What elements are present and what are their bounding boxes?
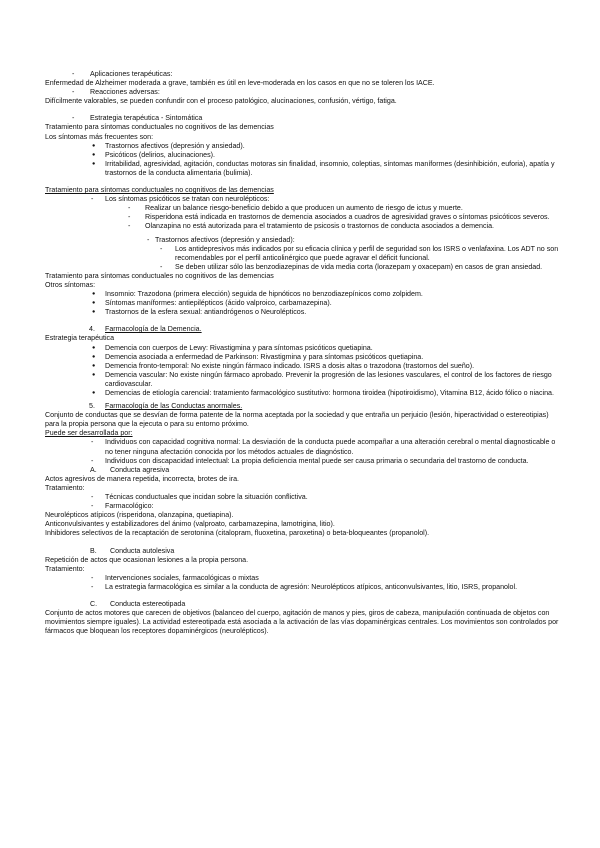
list-item: ● Trastornos afectivos (depresión y ansiedad).: [45, 142, 560, 151]
section-5-number: 5.: [89, 402, 95, 411]
list-item: - Técnicas conductuales que incidan sobre la situación conflictiva.: [45, 493, 560, 502]
subsection-a-treatment: Tratamiento:: [45, 483, 85, 492]
applications-text: Enfermedad de Alzheimer moderada a grave, también es útil en leve-moderada en los casos en que no se toleren los IACE.: [45, 79, 435, 88]
affective-items: [45, 245, 560, 272]
list-item: - Los antidepresivos más indicados por su eficacia clínica y perfil de seguridad son los ISRS o venlafaxina. Los ADT no son recomendables por el perfil anticolinérgico que puede agravar el déficit funcional.: [45, 245, 560, 263]
drug-line: Neurolépticos atípicos (risperidona, olanzapina, quetiapina).: [45, 511, 234, 520]
adverse-reactions-text: Difícilmente valorables, se pueden confundir con el proceso patológico, alucinaciones, confusión, vértigo, fatiga.: [45, 97, 397, 106]
list-item: - Olanzapina no está autorizada para el tratamiento de psicosis o trastornos de conducta asociados a demencia.: [45, 222, 560, 231]
treatment-heading: Tratamiento para síntomas conductuales no cognitivos de las demencias: [45, 186, 274, 195]
dementia-list: [45, 344, 560, 399]
subsection-b-treatment: Tratamiento:: [45, 564, 85, 573]
list-item: - Se deben utilizar sólo las benzodiazepinas de vida media corta (lorazepam y oxacepam) en casos de gran ansiedad.: [45, 263, 560, 272]
subsection-a-title-text: Conducta agresiva: [110, 465, 170, 474]
list-item: - Individuos con capacidad cognitiva normal: La desviación de la conducta puede acompañar a una alteración cerebral o mental diagnosticable o no tener ninguna afectación conocida por los métodos actuales de diagnóstico.: [45, 438, 560, 456]
list-item: - Risperidona está indicada en trastornos de demencia asociados a cuadros de agresividad graves o síntomas psicóticos severos.: [45, 213, 560, 222]
section-4-subtitle: Estrategia terapéutica: [45, 334, 115, 343]
applications-heading: - Aplicaciones terapéuticas:: [45, 70, 560, 79]
list-item: - Individuos con discapacidad intelectual: La propia deficiencia mental puede ser causa primaria o secundaria del trastorno de conducta.: [45, 457, 560, 466]
list-item: ● Insomnio: Trazodona (primera elección) seguida de hipnóticos no benzodiazepínicos como zolpidem.: [45, 290, 560, 299]
psychotic-heading: - Los síntomas psicóticos se tratan con neurolépticos:: [45, 195, 560, 204]
list-item: - Intervenciones sociales, farmacológicas o mixtas: [45, 574, 560, 583]
subsection-a-items: [45, 493, 560, 511]
adverse-reactions-heading: - Reacciones adversas:: [45, 88, 560, 97]
subsection-c-letter: C.: [90, 599, 98, 608]
list-item: ● Trastornos de la esfera sexual: antiandrógenos o Neurolépticos.: [45, 308, 560, 317]
subsection-b-title: [45, 547, 560, 556]
list-item: ● Demencias de etiología carencial: tratamiento farmacológico sustitutivo: hormona tiroidea (hipotiroidismo), Vitamina B12, ácido fólico o niacina.: [45, 389, 560, 398]
section-5-items: [45, 438, 560, 465]
other-symptoms-list: [45, 290, 560, 317]
section-5-intro: Conjunto de conductas que se desvían de forma patente de la norma aceptada por la sociedad y que entraña un perjuicio (lesión, hiperactividad o estereotipias) para la propia persona que la ejecuta o para su entorno próximo.: [45, 411, 549, 429]
list-item: ● Demencia asociada a enfermedad de Parkinson: Rivastigmina y para síntomas psicóticos quetiapina.: [45, 353, 560, 362]
list-item: - Realizar un balance riesgo-beneficio debido a que producen un aumento de riesgo de ictus y muerte.: [45, 204, 560, 213]
section-5-subheading: Puede ser desarrollada por:: [45, 429, 133, 438]
psychotic-items: [45, 204, 560, 231]
section-5-title-text: Farmacología de las Conductas anormales.: [105, 402, 243, 411]
subsection-a-title: [45, 466, 560, 475]
list-item: ● Psicóticos (delirios, alucinaciones).: [45, 151, 560, 160]
list-item: - La estrategia farmacológica es similar a la conducta de agresión: Neurolépticos atípicos, anticonvulsivantes, litio, ISRS, propanolol.: [45, 583, 560, 592]
subsection-b-desc: Repetición de actos que ocasionan lesiones a la propia persona.: [45, 555, 249, 564]
list-item: ● Demencia vascular: No existe ningún fármaco aprobado. Prevenir la progresión de las lesiones vasculares, el control de los factores de riesgo cardiovascular.: [45, 371, 560, 389]
section-4-title: [45, 325, 560, 334]
subsection-c-desc: Conjunto de actos motores que carecen de objetivos (balanceo del cuerpo, agitación de manos y pies, giros de cabeza, manipulación continuada de objetos con movimientos siempre iguales). La actividad estereotipada está asociada a la activación de las vías dopaminérgicas centrales. Los movimientos son controlados por fármacos que bloquean los receptores dopaminérgicos (neurolépticos).: [45, 609, 559, 636]
subsection-b-items: [45, 574, 560, 592]
list-item: ● Irritabilidad, agresividad, agitación, conductas motoras sin finalidad, insomnio, coleptias, síntomas maníformes (desinhibición, euforia), apatía y trastornos de la conducta alimentaria (bulimia).: [45, 160, 560, 178]
list-item: ● Demencia fronto-temporal: No existe ningún fármaco indicado. ISRS a dosis altas o trazodona (trastornos del sueño).: [45, 362, 560, 371]
other-treatment-line: Tratamiento para síntomas conductuales no cognitivos de las demencias: [45, 271, 274, 280]
other-symptoms-line: Otros síntomas:: [45, 280, 96, 289]
drug-line: Anticonvulsivantes y estabilizadores del ánimo (valproato, carbamazepina, lamotrigina, litio).: [45, 520, 335, 529]
psychotic-list: [45, 195, 560, 204]
strategy-line-1: Tratamiento para síntomas conductuales no cognitivos de las demencias: [45, 123, 274, 132]
affective-heading: - Trastornos afectivos (depresión y ansiedad):: [45, 236, 560, 245]
section-4-number: 4.: [89, 325, 95, 334]
subsection-a-desc: Actos agresivos de manera repetida, incorrecta, brotes de ira.: [45, 474, 239, 483]
list-item: ● Síntomas maníformes: antiepilépticos (ácido valproico, carbamazepina).: [45, 299, 560, 308]
subsection-b-letter: B.: [90, 546, 97, 555]
subsection-c-title: [45, 600, 560, 609]
section-4-title-text: Farmacología de la Demencia.: [105, 325, 202, 334]
list-item: ● Demencia con cuerpos de Lewy: Rivastigmina y para síntomas psicóticos quetiapina.: [45, 344, 560, 353]
strategy-heading: - Estrategia terapéutica - Sintomática: [45, 114, 560, 123]
subsection-c-title-text: Conducta estereotipada: [110, 599, 186, 608]
section-5-title: [45, 402, 560, 411]
subsection-a-letter: A.: [90, 465, 97, 474]
strategy-line-2: Los síntomas más frecuentes son:: [45, 132, 154, 141]
list-item: - Farmacológico:: [45, 502, 560, 511]
strategy-symptom-list: [45, 142, 560, 178]
drug-line: Inhibidores selectivos de la recaptación de serotonina (citalopram, fluoxetina, paroxetina) o beta-bloqueantes (propanolol).: [45, 529, 430, 538]
subsection-b-title-text: Conducta autolesiva: [110, 546, 175, 555]
